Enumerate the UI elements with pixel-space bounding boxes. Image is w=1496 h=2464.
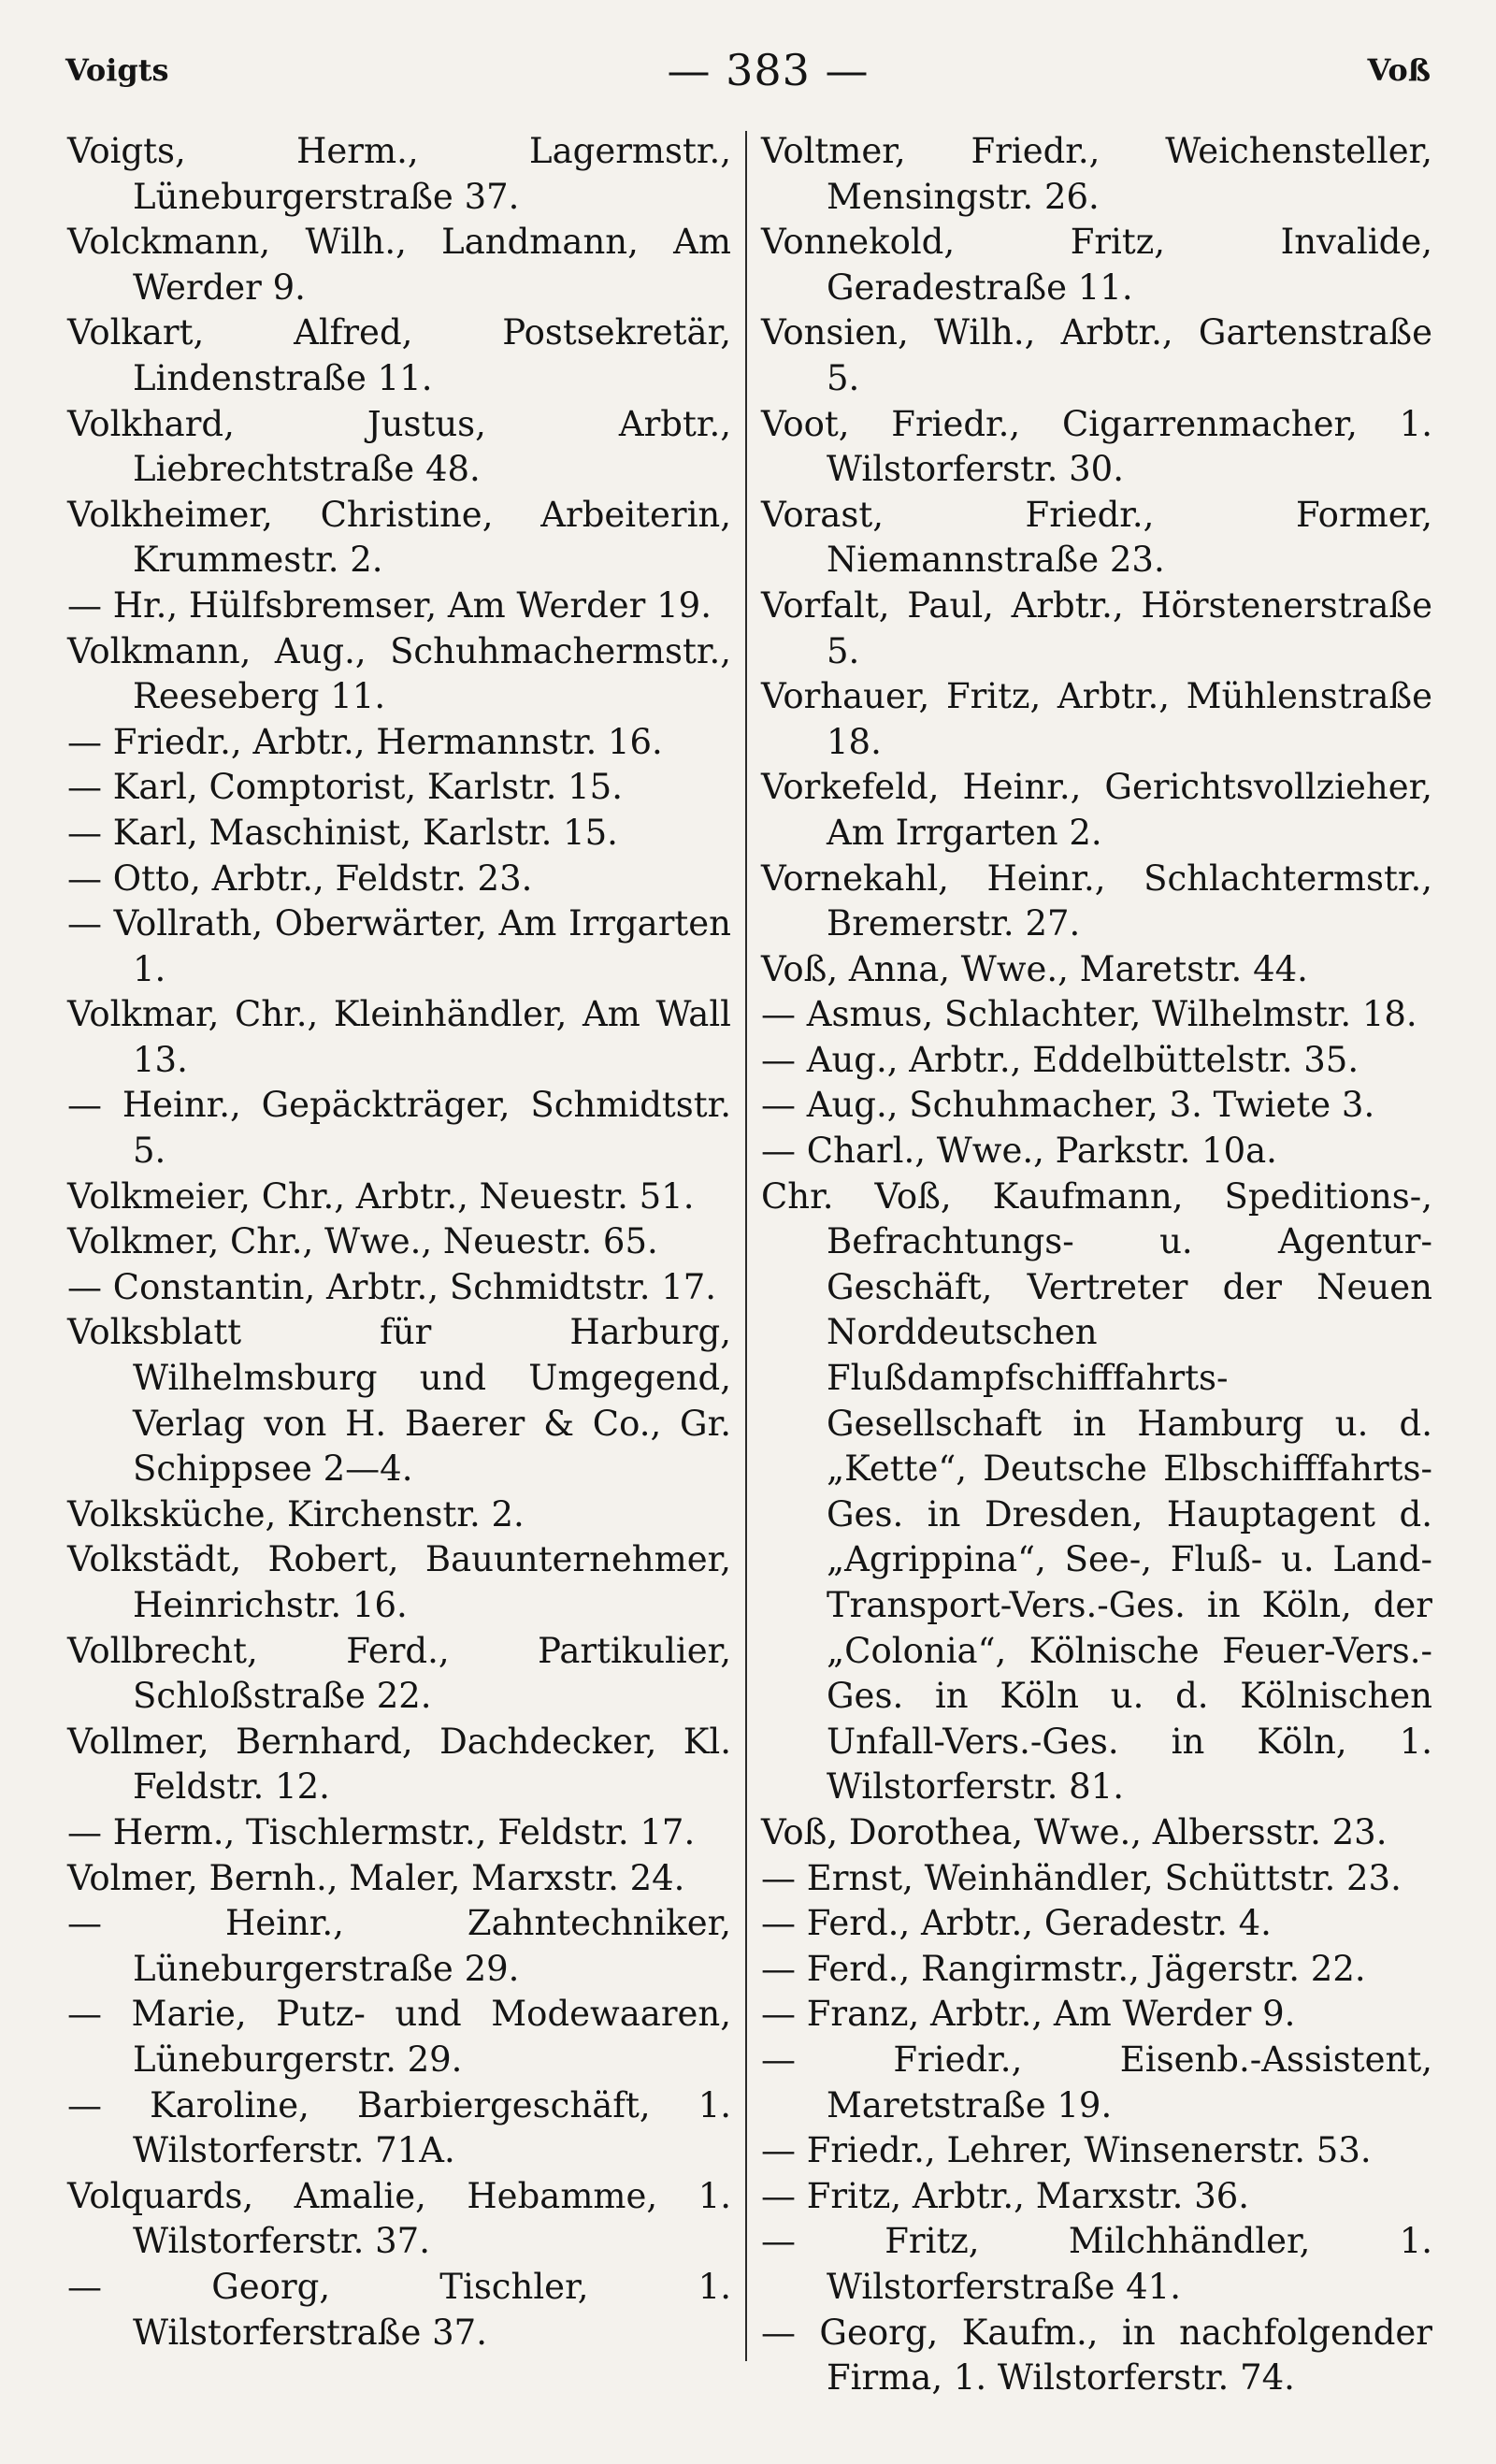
- directory-entry: Voß, Anna, Wwe., Maretstr. 44.: [761, 948, 1308, 989]
- directory-entry: — Georg, Kaufm., in nachfolgender Firma, 1. Wilstorferstr. 74.: [761, 2312, 1432, 2399]
- directory-entry: Volksblatt für Harburg, Wilhelmsburg und Umgegend, Verlag von H. Baerer & Co., Gr. Schippsee 2—4.: [67, 1312, 731, 1490]
- directory-entry: Volkheimer, Christine, Arbeiterin, Krummestr. 2.: [67, 494, 731, 581]
- directory-entry: — Ferd., Arbtr., Geradestr. 4.: [761, 1903, 1272, 1944]
- directory-entry: Volkmer, Chr., Wwe., Neuestr. 65.: [67, 1221, 658, 1262]
- directory-entry: — Karl, Maschinist, Karlstr. 15.: [67, 812, 618, 853]
- directory-entry: Voot, Friedr., Cigarrenmacher, 1. Wilstorferstr. 30.: [761, 403, 1432, 490]
- directory-entry: Vonsien, Wilh., Arbtr., Gartenstraße 5.: [761, 312, 1432, 398]
- directory-entry: — Karl, Comptorist, Karlstr. 15.: [67, 767, 623, 808]
- directory-entry: Chr. Voß, Kaufmann, Speditions-, Befrachtungs- u. Agentur-Geschäft, Vertreter der Neuen Norddeutschen Flußdampfschifffahrts-Gesellschaft in Hamburg u. d. „Kette“, Deutsche Elbschifffahrts-Ges. in Dresden, Hauptagent d. „Agrippina“, See-, Fluß- u. Land-Transport-Vers.-Ges. in Köln, der „Colonia“, Kölnische Feuer-Vers.-Ges. in Köln u. d. Kölnischen Unfall-Vers.-Ges. in Köln, 1. Wilstorferstr. 81.: [761, 1175, 1432, 1808]
- directory-entry: — Ferd., Rangirmstr., Jägerstr. 22.: [761, 1948, 1366, 1989]
- directory-entry: — Heinr., Gepäckträger, Schmidtstr. 5.: [67, 1085, 731, 1172]
- directory-entry: Vonnekold, Fritz, Invalide, Geradestraße 11.: [761, 222, 1432, 308]
- directory-entry: — Franz, Arbtr., Am Werder 9.: [761, 1994, 1296, 2035]
- directory-entry: — Friedr., Eisenb.-Assistent, Maretstraße 19.: [761, 2039, 1432, 2125]
- directory-entry: — Karoline, Barbiergeschäft, 1. Wilstorferstr. 71A.: [67, 2084, 731, 2171]
- left-column: [67, 129, 731, 2411]
- page-header: [65, 37, 1431, 103]
- directory-entry: Voltmer, Friedr., Weichensteller, Mensingstr. 26.: [761, 131, 1432, 217]
- directory-entry: Volkstädt, Robert, Bauunternehmer, Heinrichstr. 16.: [67, 1539, 731, 1625]
- directory-entry: — Constantin, Arbtr., Schmidtstr. 17.: [67, 1266, 717, 1307]
- directory-entry: Volquards, Amalie, Hebamme, 1. Wilstorferstr. 37.: [67, 2175, 731, 2262]
- directory-entry: — Marie, Putz- und Modewaaren, Lüneburgerstr. 29.: [67, 1994, 731, 2080]
- directory-entry: — Hr., Hülfsbremser, Am Werder 19.: [67, 584, 712, 626]
- directory-entry: — Heinr., Zahntechniker, Lüneburgerstraße 29.: [67, 1903, 731, 1989]
- page-number: — 383 —: [667, 45, 870, 95]
- directory-entry: — Charl., Wwe., Parkstr. 10a.: [761, 1131, 1277, 1172]
- directory-entry: — Fritz, Arbtr., Marxstr. 36.: [761, 2175, 1250, 2216]
- directory-entry: Volmer, Bernh., Maler, Marxstr. 24.: [67, 1857, 685, 1898]
- directory-entry: — Otto, Arbtr., Feldstr. 23.: [67, 857, 533, 899]
- right-column: [761, 129, 1432, 2411]
- directory-entry: Volckmann, Wilh., Landmann, Am Werder 9.: [67, 222, 731, 308]
- directory-entry: Volksküche, Kirchenstr. 2.: [67, 1493, 525, 1535]
- directory-entry: Vollbrecht, Ferd., Partikulier, Schloßstraße 22.: [67, 1630, 731, 1717]
- directory-entry: — Fritz, Milchhändler, 1. Wilstorferstraße 41.: [761, 2221, 1432, 2307]
- directory-entry: Voigts, Herm., Lagermstr., Lüneburgerstraße 37.: [67, 131, 731, 217]
- directory-entry: — Aug., Arbtr., Eddelbüttelstr. 35.: [761, 1039, 1359, 1080]
- directory-entry: — Herm., Tischlermstr., Feldstr. 17.: [67, 1811, 696, 1852]
- running-head-right: Voß: [1367, 52, 1431, 88]
- directory-entry: — Ernst, Weinhändler, Schüttstr. 23.: [761, 1857, 1402, 1898]
- directory-entry: Volkhard, Justus, Arbtr., Liebrechtstraße 48.: [67, 403, 731, 490]
- directory-entry: — Friedr., Arbtr., Hermannstr. 16.: [67, 721, 663, 762]
- directory-entry: — Aug., Schuhmacher, 3. Twiete 3.: [761, 1085, 1375, 1126]
- running-head-left: Voigts: [65, 52, 169, 88]
- columns: [67, 129, 1432, 2411]
- directory-entry: Vollmer, Bernhard, Dachdecker, Kl. Feldstr. 12.: [67, 1721, 731, 1808]
- directory-entry: Vorfalt, Paul, Arbtr., Hörstenerstraße 5.: [761, 584, 1432, 671]
- directory-entry: Volkart, Alfred, Postsekretär, Lindenstraße 11.: [67, 312, 731, 398]
- directory-entry: Volkmann, Aug., Schuhmachermstr., Reeseberg 11.: [67, 630, 731, 717]
- directory-entry: — Georg, Tischler, 1. Wilstorferstraße 37.: [67, 2266, 731, 2353]
- directory-entry: Volkmar, Chr., Kleinhändler, Am Wall 13.: [67, 994, 731, 1080]
- directory-entry: Vornekahl, Heinr., Schlachtermstr., Bremerstr. 27.: [761, 857, 1432, 944]
- directory-entry: Vorkefeld, Heinr., Gerichtsvollzieher, Am Irrgarten 2.: [761, 767, 1432, 853]
- directory-entry: — Vollrath, Oberwärter, Am Irrgarten 1.: [67, 903, 731, 989]
- directory-entry: Vorhauer, Fritz, Arbtr., Mühlenstraße 18.: [761, 676, 1432, 762]
- directory-entry: Voß, Dorothea, Wwe., Albersstr. 23.: [761, 1811, 1388, 1852]
- directory-entry: — Asmus, Schlachter, Wilhelmstr. 18.: [761, 994, 1417, 1035]
- directory-entry: Vorast, Friedr., Former, Niemannstraße 23.: [761, 494, 1432, 581]
- directory-entry: — Friedr., Lehrer, Winsenerstr. 53.: [761, 2130, 1372, 2171]
- directory-entry: Volkmeier, Chr., Arbtr., Neuestr. 51.: [67, 1175, 695, 1217]
